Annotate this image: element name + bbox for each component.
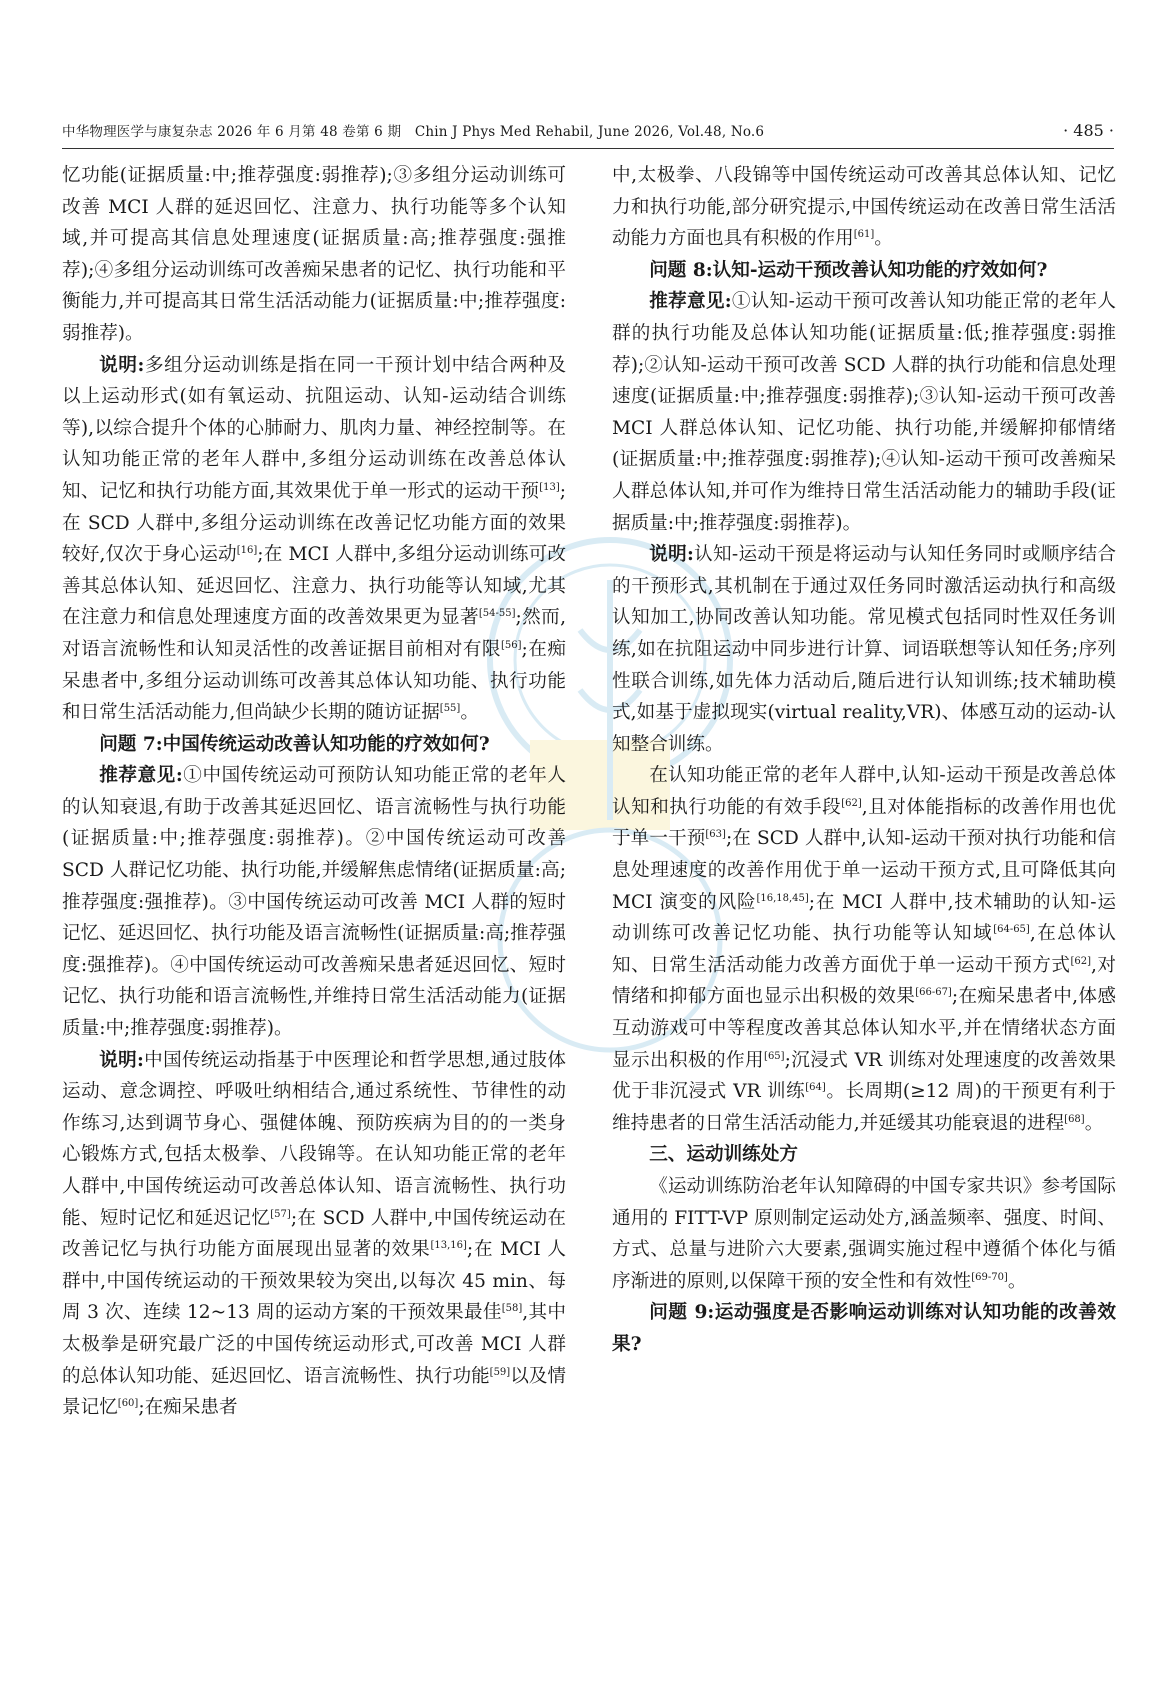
- paragraph: 《运动训练防治老年认知障碍的中国专家共识》参考国际通用的 FITT-VP 原则制定运动处方,涵盖频率、强度、时间、方式、总量与进阶六大要素,强调实施过程中遵循个体化与循序渐进的原则,以保障干预的安全性和有效性[69-70]。: [612, 1176, 1116, 1292]
- citation: [65]: [764, 1050, 785, 1062]
- citation: [58]: [501, 1303, 523, 1315]
- citation: [62]: [841, 797, 862, 809]
- page-number: · 485 ·: [1063, 121, 1114, 140]
- right-column: [612, 160, 1116, 1361]
- citation: [66-67]: [915, 987, 952, 999]
- citation: [13,16]: [430, 1240, 467, 1251]
- citation: [57]: [270, 1208, 291, 1220]
- citation: [68]: [1064, 1113, 1085, 1125]
- citation: [62]: [1070, 955, 1091, 967]
- citation: [69-70]: [971, 1271, 1008, 1283]
- left-column: [62, 160, 566, 1424]
- paragraph: 说明:中国传统运动指基于中医理论和哲学思想,通过肢体运动、意念调控、呼吸吐纳相结合,通过系统性、节律性的动作练习,达到调节身心、强健体魄、预防疾病为目的的一类身心锻炼方式,包括太极拳、八段锦等。在认知功能正常的老年人群中,中国传统运动可改善总体认知、语言流畅性、执行功能、短时记忆和延迟记忆[57];在 SCD 人群中,中国传统运动在改善记忆与执行功能方面展现出显著的效果[13,16];在 MCI 人群中,中国传统运动的干预效果较为突出,以每次 45 min、每周 3 次、连续 12~13 周的运动方案的干预效果最佳[58],其中太极拳是研究最广泛的中国传统运动形式,可改善 MCI 人群的总体认知功能、延迟回忆、语言流畅性、执行功能[59]以及情景记忆[60];在痴呆患者: [62, 1049, 566, 1419]
- citation: [59]: [489, 1366, 511, 1378]
- label-recommendation: 推荐意见:: [649, 291, 732, 313]
- citation: [64]: [805, 1082, 826, 1094]
- journal-citation: 中华物理医学与康复杂志 2026 年 6 月第 48 卷第 6 期 Chin J Phys Med Rehabil, June 2026, Vol.48, No.6: [62, 124, 765, 140]
- citation: [61]: [853, 229, 875, 240]
- citation: [55]: [439, 702, 461, 714]
- paragraph: 推荐意见:①认知-运动干预可改善认知功能正常的老年人群的执行功能及总体认知功能(证据质量:低;推荐强度:弱推荐);②认知-运动干预可改善 SCD 人群的执行功能和信息处理速度(证据质量:中;推荐强度:弱推荐);③认知-运动干预可改善 MCI 人群总体认知、记忆功能、执行功能,并缓解抑郁情绪(证据质量:中;推荐强度:弱推荐);④认知-运动干预可改善痴呆人群总体认知,并可作为维持日常生活活动能力的辅助手段(证据质量:中;推荐强度:弱推荐)。: [612, 291, 1116, 534]
- citation: [13]: [539, 481, 560, 493]
- label-note: 说明:: [99, 354, 145, 376]
- running-header: [62, 114, 1114, 149]
- question-heading: 问题 9:运动强度是否影响运动训练对认知功能的改善效果?: [612, 1302, 1116, 1355]
- label-recommendation: 推荐意见:: [99, 765, 183, 787]
- label-note: 说明:: [649, 544, 694, 566]
- section-heading: 三、运动训练处方: [649, 1144, 798, 1166]
- citation: [54-55]: [478, 608, 516, 620]
- paragraph: 在认知功能正常的老年人群中,认知-运动干预是改善总体认知和执行功能的有效手段[62],且对体能指标的改善作用也优于单一干预[63];在 SCD 人群中,认知-运动干预对执行功能和信息处理速度的改善作用优于单一运动干预方式,且可降低其向 MCI 演变的风险[16,18,45];在 MCI 人群中,技术辅助的认知-运动训练可改善记忆功能、执行功能等认知域[64-65],在总体认知、日常生活活动能力改善方面优于单一运动干预方式[62],对情绪和抑郁方面也显示出积极的效果[66-67];在痴呆患者中,体感互动游戏可中等程度改善其总体认知水平,并在情绪状态方面显示出积极的作用[65];沉浸式 VR 训练对处理速度的改善效果优于非沉浸式 VR 训练[64]。长周期(≥12 周)的干预更有利于维持患者的日常生活活动能力,并延缓其功能衰退的进程[68]。: [612, 765, 1116, 1134]
- citation: [16]: [236, 544, 258, 556]
- paragraph: 中,太极拳、八段锦等中国传统运动可改善其总体认知、记忆力和执行功能,部分研究提示,中国传统运动在改善日常生活活动能力方面也具有积极的作用[61]。: [612, 165, 1116, 250]
- paragraph: 推荐意见:①中国传统运动可预防认知功能正常的老年人的认知衰退,有助于改善其延迟回忆、语言流畅性与执行功能(证据质量:中;推荐强度:弱推荐)。②中国传统运动可改善 SCD 人群记忆功能、执行功能,并缓解焦虑情绪(证据质量:高;推荐强度:强推荐)。③中国传统运动可改善 MCI 人群的短时记忆、延迟回忆、执行功能及语言流畅性(证据质量:高;推荐强度:强推荐)。④中国传统运动可改善痴呆患者延迟回忆、短时记忆、执行功能和语言流畅性,并维持日常生活活动能力(证据质量:中;推荐强度:弱推荐)。: [62, 765, 566, 1040]
- citation: [64-65]: [993, 924, 1030, 936]
- citation: [56]: [501, 639, 522, 651]
- citation: [63]: [705, 829, 726, 841]
- label-note: 说明:: [99, 1049, 144, 1071]
- citation: [16,18,45]: [756, 892, 809, 904]
- question-heading: 问题 7:中国传统运动改善认知功能的疗效如何?: [99, 733, 490, 755]
- question-heading: 问题 8:认知-运动干预改善认知功能的疗效如何?: [649, 259, 1048, 281]
- paragraph: 忆功能(证据质量:中;推荐强度:弱推荐);③多组分运动训练可改善 MCI 人群的延迟回忆、注意力、执行功能等多个认知域,并可提高其信息处理速度(证据质量:高;推荐强度:强推荐);④多组分运动训练可改善痴呆患者的记忆、执行功能和平衡能力,并可提高其日常生活活动能力(证据质量:中;推荐强度:弱推荐)。: [62, 165, 566, 344]
- citation: [60]: [117, 1397, 139, 1409]
- paragraph: 说明:多组分运动训练是指在同一干预计划中结合两种及以上运动形式(如有氧运动、抗阻运动、认知-运动结合训练等),以综合提升个体的心肺耐力、肌肉力量、神经控制等。在认知功能正常的老年人群中,多组分运动训练在改善总体认知、记忆和执行功能方面,其效果优于单一形式的运动干预[13];在 SCD 人群中,多组分运动训练在改善记忆功能方面的效果较好,仅次于身心运动[16];在 MCI 人群中,多组分运动训练可改善其总体认知、延迟回忆、注意力、执行功能等认知域,尤其在注意力和信息处理速度方面的改善效果更为显著[54-55];然而,对语言流畅性和认知灵活性的改善证据目前相对有限[56];在痴呆患者中,多组分运动训练可改善其总体认知功能、执行功能和日常生活活动能力,但尚缺少长期的随访证据[55]。: [62, 354, 566, 724]
- paragraph: 说明:认知-运动干预是将运动与认知任务同时或顺序结合的干预形式,其机制在于通过双任务同时激活运动执行和高级认知加工,协同改善认知功能。常见模式包括同时性双任务训练,如在抗阻运动中同步进行计算、词语联想等认知任务;序列性联合训练,如先体力活动后,随后进行认知训练;技术辅助模式,如基于虚拟现实(virtual reality,VR)、体感互动的运动-认知整合训练。: [612, 544, 1116, 755]
